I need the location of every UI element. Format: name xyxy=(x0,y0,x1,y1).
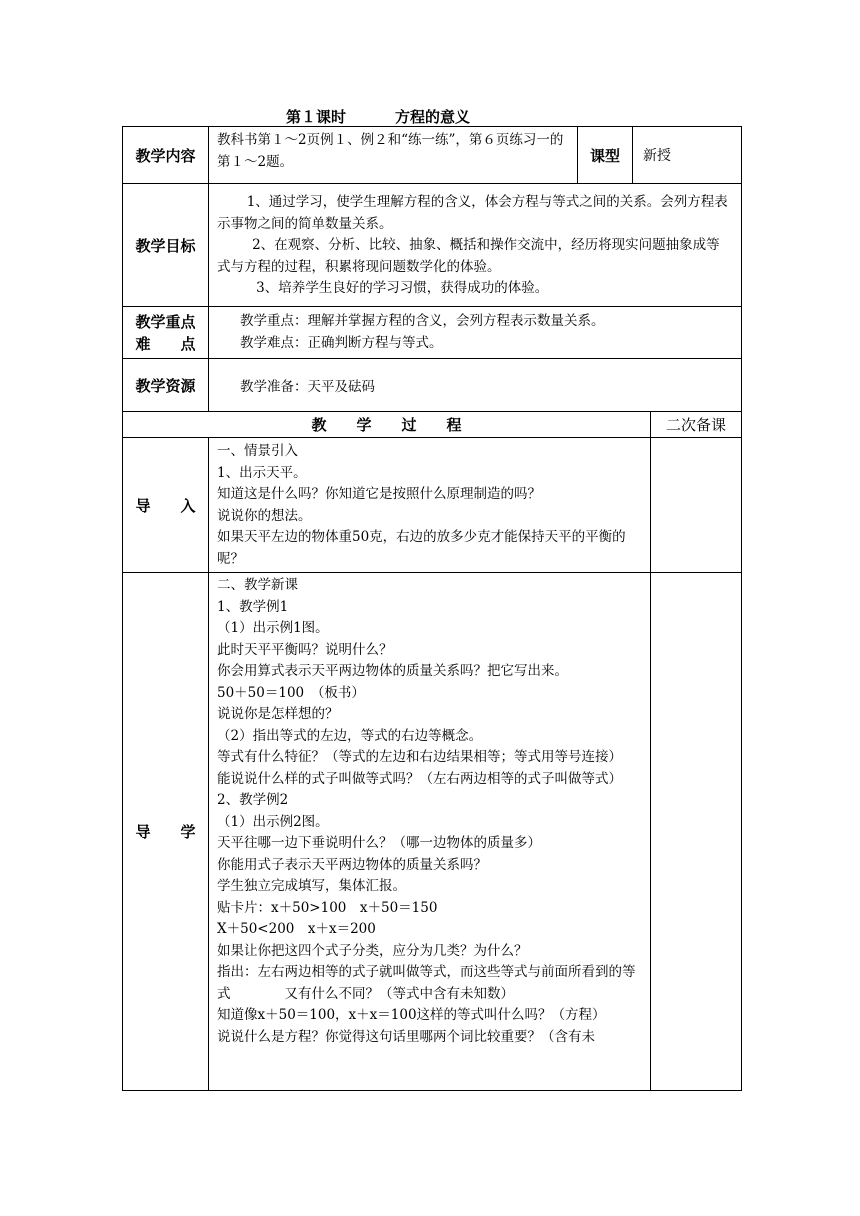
study-line: 知道像x＋50＝100，x＋x＝100这样的等式叫什么吗？（方程） xyxy=(217,1007,606,1023)
intro-line: 一、情景引入 xyxy=(217,443,298,459)
study-line: 能说说什么样的式子叫做等式吗？（左右两边相等的式子叫做等式） xyxy=(217,770,622,787)
study-line: （1）出示例1图。 xyxy=(217,620,329,636)
content-description: 教科书第１～2页例１、例２和“练一练”，第６页练习一的第１～2题。 xyxy=(217,132,564,170)
study-line: 2、教学例2 xyxy=(217,792,289,808)
goal-item: 2、在观察、分析、比较、抽象、概括和操作交流中，经历将现实问题抽象成等式与方程的过程，积累将现问题数学化的体验。 xyxy=(217,237,720,275)
type-value: 新授 xyxy=(643,148,671,164)
study-line: 你能用式子表示天平两边物体的质量关系吗？ xyxy=(217,856,487,873)
study-secondary-notes xyxy=(651,573,741,1090)
table-border-bottom xyxy=(122,1090,742,1091)
study-line: 等式有什么特征？（等式的左边和右边结果相等；等式用等号连接） xyxy=(217,749,622,765)
study-line: 贴卡片：x＋50>100 x＋50＝150 xyxy=(217,899,438,916)
study-line: 指出：左右两边相等的式子就叫做等式，而这些等式与前面所看到的等式 又有什么不同？（等式中含有未知数） xyxy=(217,964,636,1002)
intro-label: 导 入 xyxy=(135,496,196,515)
process-header: 教 学 过 程 xyxy=(311,416,462,434)
intro-line: 说说你的想法。 xyxy=(217,507,312,524)
goal-item: 3、培养学生良好的学习习惯，获得成功的体验。 xyxy=(256,280,549,296)
resource-text: 教学准备：天平及砝码 xyxy=(240,379,376,395)
resource-label: 教学资源 xyxy=(135,376,196,395)
table-divider xyxy=(122,437,742,438)
content-label: 教学内容 xyxy=(135,146,196,165)
focus-label-line2: 难 点 xyxy=(135,334,196,353)
table-divider xyxy=(122,183,742,184)
study-text xyxy=(209,573,650,1090)
intro-line: 知道这是什么吗？你知道它是按照什么原理制造的吗？ xyxy=(217,486,541,502)
study-line: 说说什么是方程？你觉得这句话里哪两个词比较重要？（含有未 xyxy=(217,1028,595,1045)
difficulty-point: 教学难点：正确判断方程与等式。 xyxy=(240,334,443,351)
goals-text xyxy=(209,190,741,306)
intro-text xyxy=(209,439,650,572)
study-line: 50＋50＝100 （板书） xyxy=(217,684,365,701)
study-label: 导 学 xyxy=(135,823,196,841)
study-line: 1、教学例1 xyxy=(217,598,289,615)
focus-label xyxy=(123,307,208,358)
study-line: 如果让你把这四个式子分类，应分为几类？为什么？ xyxy=(217,942,528,959)
key-point: 教学重点：理解并掌握方程的含义，会列方程表示数量关系。 xyxy=(240,313,605,329)
type-label: 课型 xyxy=(589,146,620,165)
study-line: （1）出示例2图。 xyxy=(217,813,329,830)
study-line: 你会用算式表示天平两边物体的质量关系吗？把它写出来。 xyxy=(217,663,568,679)
study-line: 说说你是怎样想的？ xyxy=(217,706,339,722)
content-text xyxy=(209,128,577,183)
study-line: （2）指出等式的左边，等式的右边等概念。 xyxy=(217,727,483,744)
intro-line: 如果天平左边的物体重50克，右边的放多少克才能保持天平的平衡的呢？ xyxy=(217,529,626,567)
table-border-right xyxy=(741,126,742,1091)
goal-item: 1、通过学习，使学生理解方程的含义，体会方程与等式之间的关系。会列方程表示事物之间的简单数量关系。 xyxy=(217,194,728,232)
lesson-number: 第１课时 xyxy=(286,108,347,126)
secondary-prep-header: 二次备课 xyxy=(665,416,726,434)
intro-secondary-notes xyxy=(651,438,741,572)
goals-label: 教学目标 xyxy=(135,236,196,255)
study-line: 天平往哪一边下垂说明什么？（哪一边物体的质量多） xyxy=(217,835,541,851)
lesson-topic: 方程的意义 xyxy=(395,108,471,126)
study-line: 学生独立完成填写，集体汇报。 xyxy=(217,878,406,894)
study-line: X＋50<200 x＋x＝200 xyxy=(217,921,376,937)
table-divider xyxy=(122,306,742,307)
intro-line: 1、出示天平。 xyxy=(217,464,307,481)
focus-label-line1: 教学重点 xyxy=(135,312,196,331)
focus-text xyxy=(209,309,741,358)
study-line: 二、教学新课 xyxy=(217,577,298,593)
study-line: 此时天平平衡吗？说明什么？ xyxy=(217,641,393,658)
